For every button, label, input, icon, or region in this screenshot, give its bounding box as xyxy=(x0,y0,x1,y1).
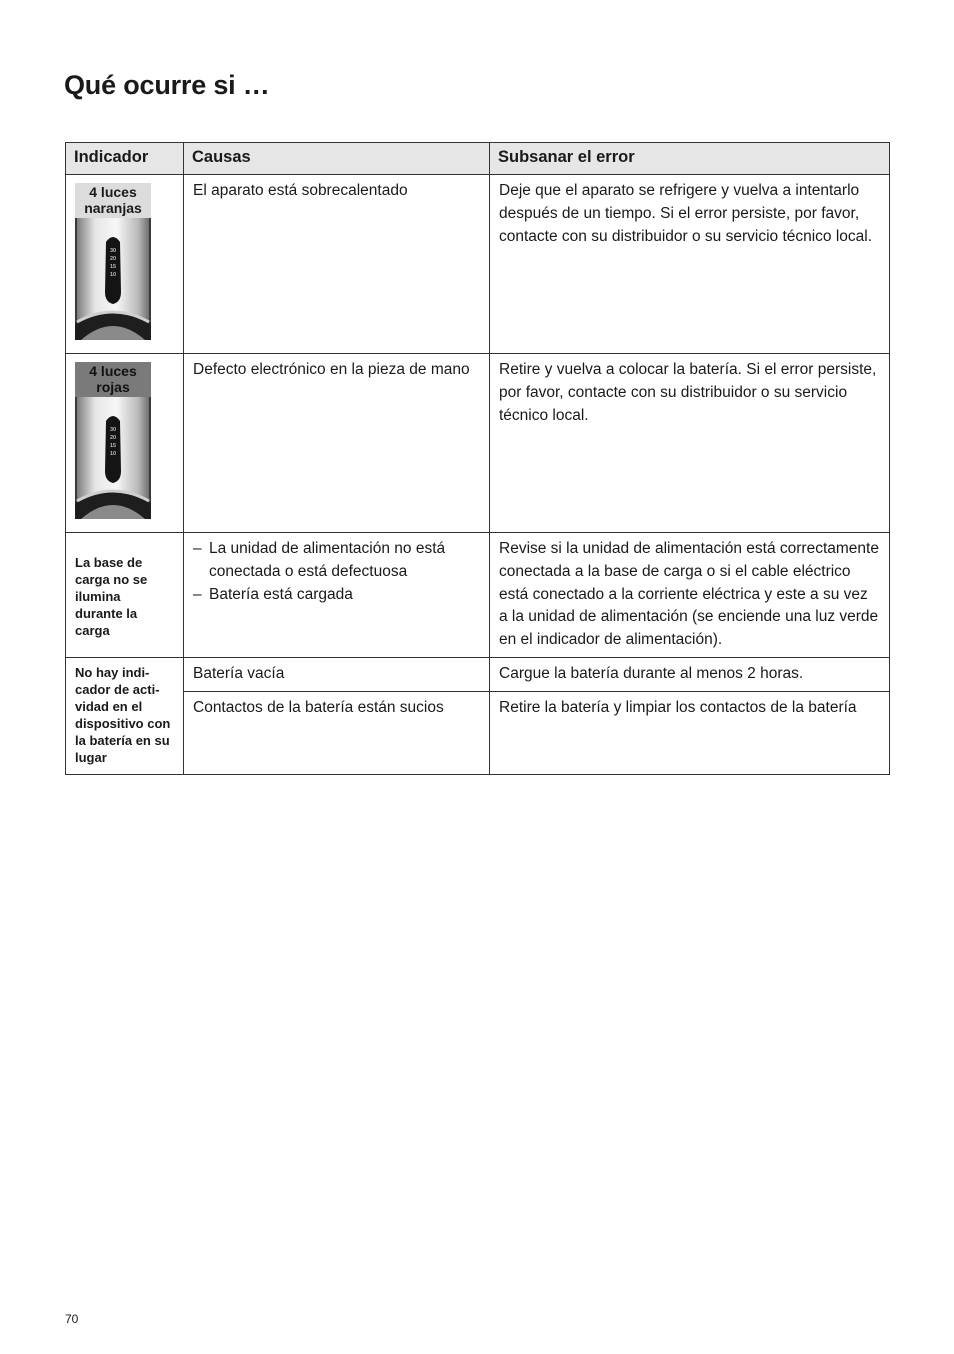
scale-15: 15 xyxy=(109,264,117,270)
indicator-text: No hay indi-cador de acti-vidad en el dispositivo con la batería en su lugar xyxy=(75,664,171,765)
troubleshooting-table xyxy=(65,142,890,775)
indicator-cell xyxy=(66,657,184,774)
cause-cell: El aparato está sobrecalentado xyxy=(184,175,490,354)
led-label: 4 luces rojas xyxy=(75,362,151,397)
scale-20: 20 xyxy=(109,435,117,441)
cause-cell: Batería vacía xyxy=(184,657,490,691)
remedy-cell: Retire la batería y limpiar los contactos de la batería xyxy=(490,691,890,774)
page-number: 70 xyxy=(65,1312,79,1326)
table-row xyxy=(66,354,890,533)
scale-20: 20 xyxy=(109,256,117,262)
handpiece-image xyxy=(75,218,151,340)
cause-cell: Defecto electrónico en la pieza de mano xyxy=(184,354,490,533)
cause-list xyxy=(193,538,480,606)
table-row xyxy=(66,533,890,658)
led-label: 4 luces naranjas xyxy=(75,183,151,218)
scale-30: 30 xyxy=(109,248,117,254)
header-indicator: Indicador xyxy=(66,143,184,175)
indicator-cell xyxy=(66,175,184,354)
indicator-cell xyxy=(66,533,184,658)
cause-cell xyxy=(184,533,490,658)
header-remedy: Subsanar el error xyxy=(490,143,890,175)
indicator-text: La base de carga no se ilumina durante la carga xyxy=(75,554,148,638)
scale-10: 10 xyxy=(109,272,117,278)
table-row xyxy=(66,175,890,354)
cause-cell: Contactos de la batería están sucios xyxy=(184,691,490,774)
remedy-cell: Revise si la unidad de alimentación está correctamente conectada a la base de carga o si el cable eléctrico está conectado a la corriente eléctrica y este a su vez a la unidad de alimentación (se enciende una luz verde en el indicador de alimentación). xyxy=(490,533,890,658)
remedy-cell: Retire y vuelva a colocar la batería. Si el error persiste, por favor, contacte con su distribuidor o su servicio técnico local. xyxy=(490,354,890,533)
remedy-cell: Deje que el aparato se refrigere y vuelva a intentarlo después de un tiempo. Si el error persiste, por favor, contacte con su distribuidor o su servicio técnico local. xyxy=(490,175,890,354)
list-item: – La unidad de alimentación no está conectada o está defectuosa xyxy=(193,538,480,584)
led-indicator-orange xyxy=(75,183,151,340)
table-row xyxy=(66,657,890,691)
table-header-row xyxy=(66,143,890,175)
handpiece-image xyxy=(75,397,151,519)
table-row xyxy=(66,691,890,774)
header-causes: Causas xyxy=(184,143,490,175)
scale-15: 15 xyxy=(109,443,117,449)
remedy-cell: Cargue la batería durante al menos 2 horas. xyxy=(490,657,890,691)
scale-30: 30 xyxy=(109,427,117,433)
indicator-cell xyxy=(66,354,184,533)
scale-10: 10 xyxy=(109,451,117,457)
list-item: – Batería está cargada xyxy=(193,584,480,607)
led-indicator-red xyxy=(75,362,151,519)
page-title: Qué ocurre si … xyxy=(64,70,270,100)
